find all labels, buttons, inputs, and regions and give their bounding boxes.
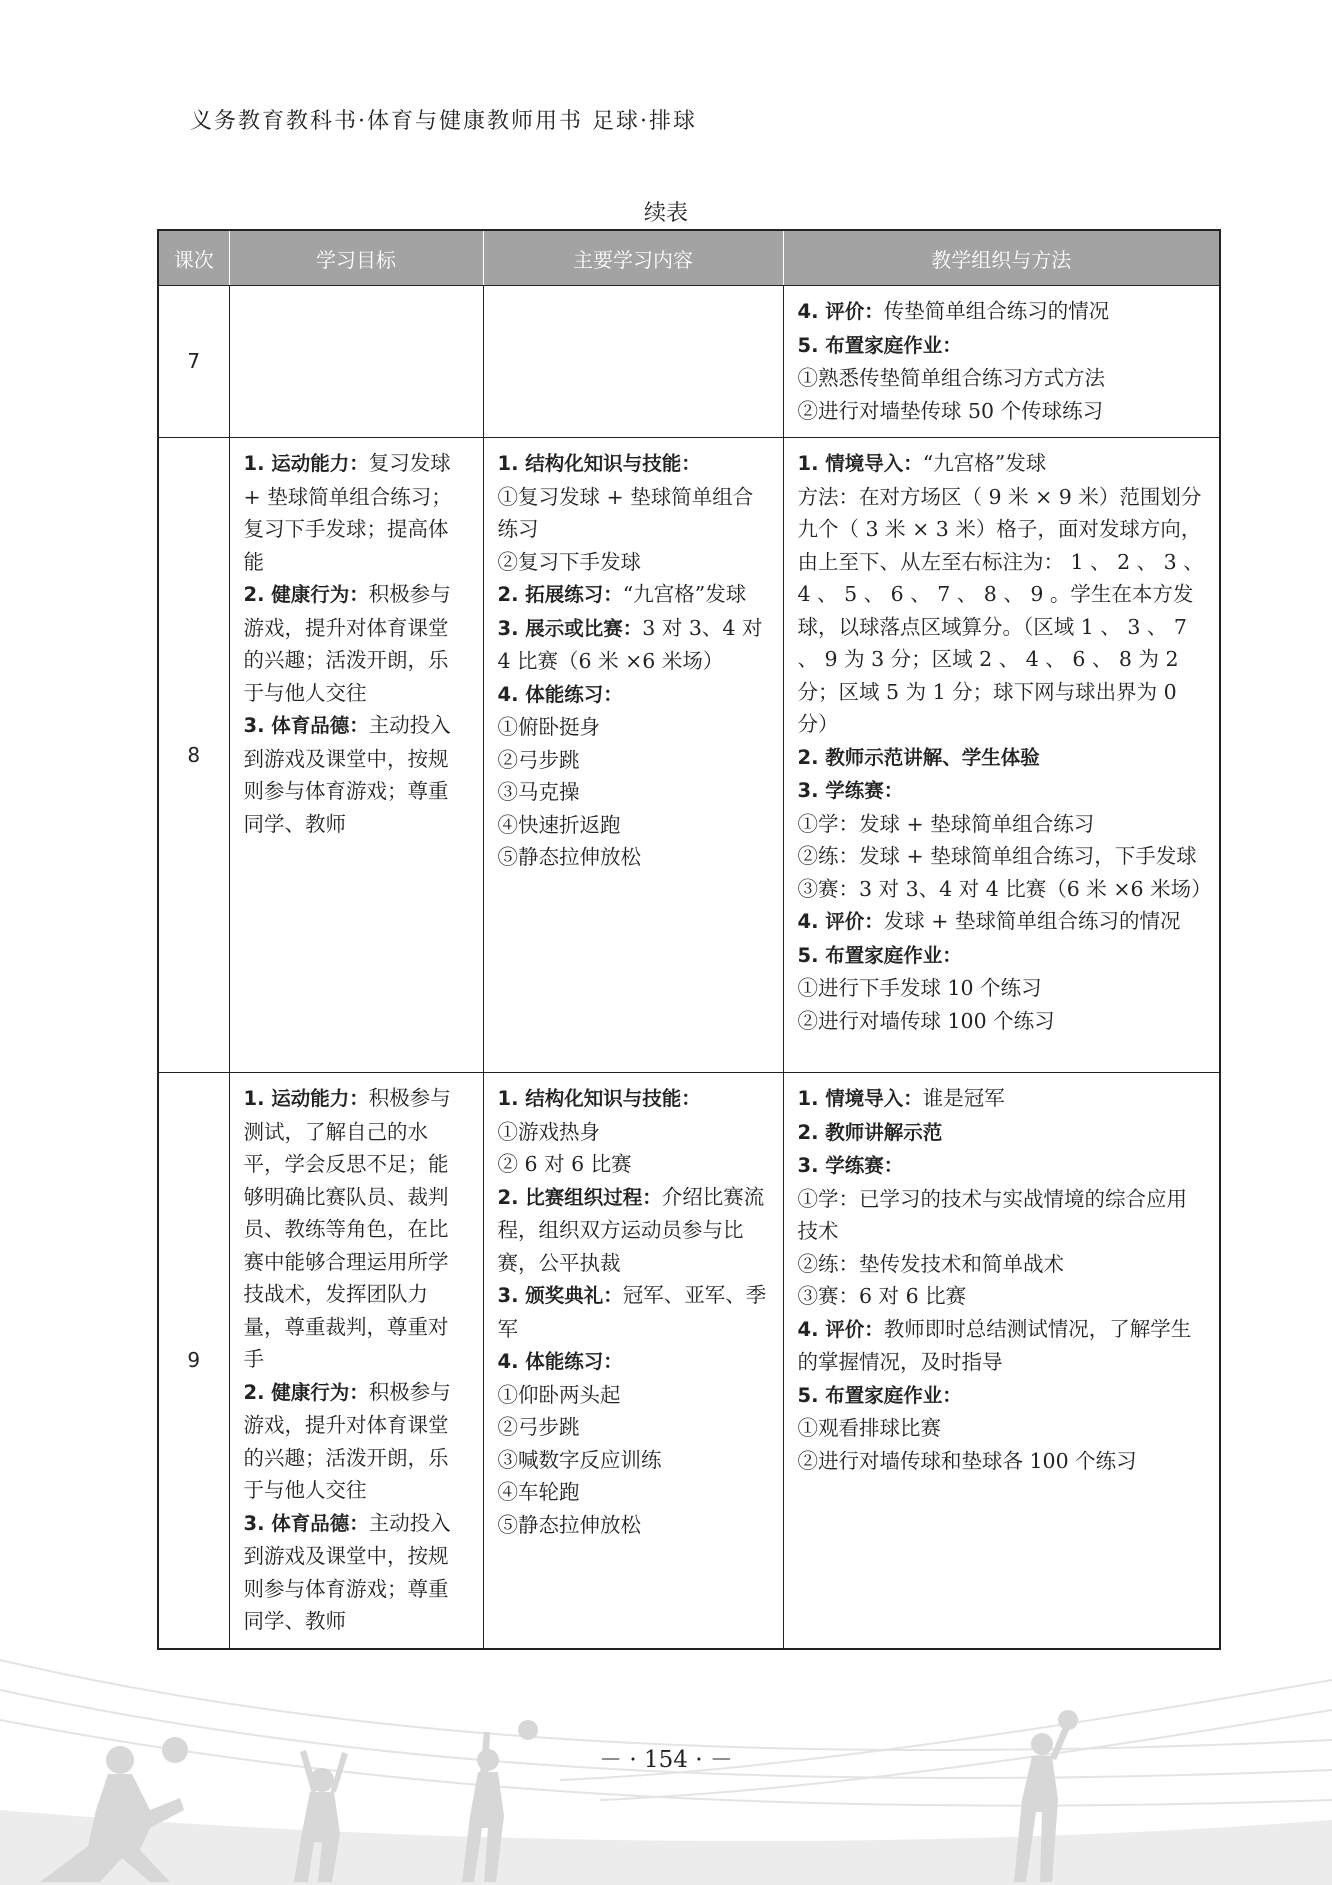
content-item [498, 578, 769, 612]
content-cell [483, 1073, 783, 1649]
page-number: － · 154 · － [599, 1747, 733, 1773]
content-item [498, 809, 769, 842]
item-text: 主动投入到游戏及课堂中，按规则参与体育游戏；尊重同学、教师 [243, 713, 451, 836]
item-title: 1. 结构化知识与技能： [497, 1087, 701, 1110]
content-item [498, 1082, 769, 1116]
item-text: ③赛：6 对 6 比赛 [797, 1284, 967, 1308]
item-text: 积极参与测试，了解自己的水平，学会反思不足；能够明确比赛队员、裁判员、教练等角色，在比赛中能够合理运用所学技战术，发挥团队力量，尊重裁判，尊重对手 [243, 1086, 451, 1371]
item-text: 发球 + 垫球简单组合练习的情况 [883, 909, 1181, 933]
content-cell [483, 438, 783, 1073]
methods-item [798, 1116, 1206, 1150]
objectives-item [244, 709, 469, 840]
methods-item [798, 329, 1206, 363]
item-title: 1. 运动能力： [243, 1087, 369, 1110]
item-text: 积极参与游戏，提升对体育课堂的兴趣；活泼开朗，乐于与他人交往 [243, 582, 451, 705]
methods-item [798, 1248, 1206, 1281]
content-item [498, 447, 769, 481]
item-title: 1. 运动能力： [243, 452, 369, 475]
item-text: ②练：垫传发技术和简单战术 [797, 1251, 1064, 1276]
running-header: 义务教育教科书·体育与健康教师用书 足球·排球 [190, 109, 697, 134]
methods-item [798, 1082, 1206, 1116]
item-title: 2. 教师讲解示范 [797, 1120, 943, 1144]
item-title: 3. 颁奖典礼： [497, 1284, 623, 1307]
table-row [158, 286, 1220, 438]
content-item [498, 1345, 769, 1379]
table-header-row [158, 230, 1220, 286]
content-item [498, 1444, 769, 1477]
methods-cell [783, 1073, 1220, 1649]
item-text: ③喊数字反应训练 [497, 1447, 662, 1472]
item-text: 传垫简单组合练习的情况 [883, 299, 1110, 323]
objectives-item [244, 1082, 469, 1376]
item-text: 冠军、亚军、季军 [497, 1283, 767, 1341]
methods-item [798, 362, 1206, 395]
item-text: 3 对 3、4 对 4 比赛（6 米 ×6 米场） [497, 615, 763, 673]
item-text: ①熟悉传垫简单组合练习方式方法 [797, 366, 1105, 390]
column-header: 主要学习内容 [483, 230, 783, 286]
methods-item [798, 395, 1206, 428]
item-title: 4. 评价： [797, 300, 884, 323]
column-header: 学习目标 [229, 230, 483, 286]
item-title: 3. 展示或比赛： [497, 616, 643, 640]
methods-item [798, 1149, 1206, 1183]
item-text: ①俯卧挺身 [497, 715, 600, 739]
methods-item [798, 774, 1206, 808]
objectives-item [244, 1376, 469, 1507]
ground-band [0, 1810, 1332, 1885]
column-header: 教学组织与方法 [783, 230, 1220, 286]
item-title: 4. 体能练习： [497, 1350, 623, 1373]
volleyball-icon [518, 1720, 538, 1740]
item-text: ②弓步跳 [497, 747, 580, 772]
item-title: 3. 体育品德： [243, 1511, 369, 1535]
lesson-number: 8 [158, 438, 229, 1073]
content-item [498, 1181, 769, 1280]
item-title: 5. 布置家庭作业： [797, 1383, 962, 1407]
item-text: ③马克操 [497, 780, 580, 804]
content-item [498, 744, 769, 777]
objectives-cell [229, 286, 483, 438]
content-item [498, 678, 769, 712]
item-title: 2. 健康行为： [243, 583, 369, 606]
methods-item [798, 905, 1206, 939]
item-text: ①学：已学习的技术与实战情境的综合应用技术 [797, 1186, 1187, 1243]
item-title: 3. 学练赛： [797, 1154, 904, 1177]
content-item [498, 776, 769, 809]
item-text: ⑤静态拉伸放松 [497, 1512, 641, 1537]
methods-item [798, 481, 1206, 741]
item-text: ②练：发球 + 垫球简单组合练习，下手发球 [797, 844, 1197, 868]
item-text: ①仰卧两头起 [497, 1382, 621, 1407]
table-row [158, 1073, 1220, 1649]
item-text: “九宫格”发球 [922, 451, 1047, 475]
item-text: ②进行对墙传球 100 个练习 [797, 1008, 1055, 1033]
content-item [498, 1476, 769, 1509]
methods-item [798, 1005, 1206, 1038]
lesson-number: 9 [158, 1073, 229, 1649]
objectives-item [244, 1507, 469, 1638]
content-cell [483, 286, 783, 438]
track-lines-decoration [0, 1660, 1332, 1806]
item-title: 4. 评价： [797, 1317, 884, 1341]
item-text: ①复习发球 + 垫球简单组合练习 [497, 484, 754, 541]
item-title: 3. 体育品德： [243, 714, 369, 737]
item-text: ①观看排球比赛 [797, 1416, 941, 1440]
methods-item [798, 1412, 1206, 1445]
item-title: 5. 布置家庭作业： [797, 943, 962, 967]
item-text: 谁是冠军 [922, 1086, 1005, 1110]
item-text: ②进行对墙传球和垫球各 100 个练习 [797, 1448, 1137, 1473]
objectives-item [244, 578, 469, 709]
content-item [498, 1279, 769, 1345]
content-item [498, 1148, 769, 1181]
content-item [498, 1116, 769, 1149]
item-text: ⑤静态拉伸放松 [497, 845, 641, 869]
objectives-cell [229, 1073, 483, 1649]
content-item [498, 546, 769, 579]
item-text: 复习发球 + 垫球简单组合练习；复习下手发球；提高体能 [243, 451, 452, 574]
item-title: 2. 拓展练习： [497, 583, 623, 606]
methods-item [798, 939, 1206, 973]
objectives-cell [229, 438, 483, 1073]
content-item [498, 1379, 769, 1412]
item-text: ④车轮跑 [497, 1480, 580, 1504]
item-text: 介绍比赛流程，组织双方运动员参与比赛，公平执裁 [497, 1184, 765, 1275]
item-title: 1. 情境导入： [797, 452, 923, 475]
methods-item [797, 873, 1212, 906]
content-item [498, 1509, 769, 1542]
item-text: ②进行对墙垫传球 50 个传球练习 [797, 398, 1104, 423]
methods-item [798, 447, 1206, 481]
item-title: 1. 结构化知识与技能： [497, 452, 701, 475]
methods-item [798, 972, 1206, 1005]
table-row [158, 438, 1220, 1073]
item-text: 方法：在对方场区（ 9 米 × 9 米）范围划分九个（ 3 米 × 3 米）格子，面对发球方向，由上至下、从左至右标注为： 1 、 2 、 3 、 4 、 5 、 6 、 7 、 8 、 9 。学生在本方发球，以球落点区域算分。（区域 1 、 3 、 7 、 9 为 3 分；区域 2 、 4 、 6 、 8 为 2 分；区域 5 为 1 分；球下网与球出界为 0 分） [797, 484, 1204, 736]
item-text: “九宫格”发球 [622, 582, 747, 606]
content-item [498, 711, 769, 744]
methods-item [798, 1313, 1206, 1379]
item-text: ②弓步跳 [497, 1415, 580, 1439]
content-item [498, 612, 769, 678]
item-text: ② 6 对 6 比赛 [497, 1152, 632, 1176]
content-item [498, 841, 769, 874]
methods-item [798, 1445, 1206, 1478]
methods-item [798, 295, 1206, 329]
content-item [498, 481, 769, 546]
item-title: 2. 健康行为： [243, 1380, 369, 1404]
lesson-number: 7 [158, 286, 229, 438]
lesson-plan-table [157, 229, 1221, 1650]
item-title: 1. 情境导入： [797, 1087, 923, 1110]
methods-item [798, 1280, 1206, 1313]
content-item [498, 1411, 769, 1444]
column-header: 课次 [158, 230, 229, 286]
item-title: 3. 学练赛： [797, 779, 904, 802]
item-text: ①进行下手发球 10 个练习 [797, 976, 1042, 1000]
methods-cell [783, 286, 1220, 438]
item-title: 4. 评价： [797, 910, 884, 933]
item-title: 5. 布置家庭作业： [797, 333, 962, 357]
item-text: ④快速折返跑 [497, 812, 621, 837]
objectives-item [244, 447, 469, 578]
item-text: 教师即时总结测试情况，了解学生的掌握情况，及时指导 [797, 1316, 1192, 1374]
item-text: ①游戏热身 [497, 1119, 600, 1144]
item-title: 2. 教师示范讲解、学生体验 [797, 745, 1040, 769]
methods-item [798, 1379, 1206, 1413]
methods-item [798, 1183, 1206, 1248]
item-text: 主动投入到游戏及课堂中，按规则参与体育游戏；尊重同学、教师 [243, 1510, 451, 1633]
item-text: ③赛：3 对 3、4 对 4 比赛（6 米 ×6 米场） [797, 876, 1212, 901]
item-text: ②复习下手发球 [497, 549, 641, 574]
methods-item [798, 808, 1206, 841]
item-text: ①学：发球 + 垫球简单组合练习 [797, 811, 1095, 836]
table-caption: 续表 [643, 201, 688, 226]
item-title: 4. 体能练习： [497, 682, 623, 706]
methods-cell [783, 438, 1220, 1073]
item-text: 积极参与游戏，提升对体育课堂的兴趣；活泼开朗，乐于与他人交往 [243, 1379, 451, 1502]
methods-item [798, 741, 1206, 775]
item-title: 2. 比赛组织过程： [497, 1185, 662, 1209]
methods-item [798, 840, 1206, 873]
